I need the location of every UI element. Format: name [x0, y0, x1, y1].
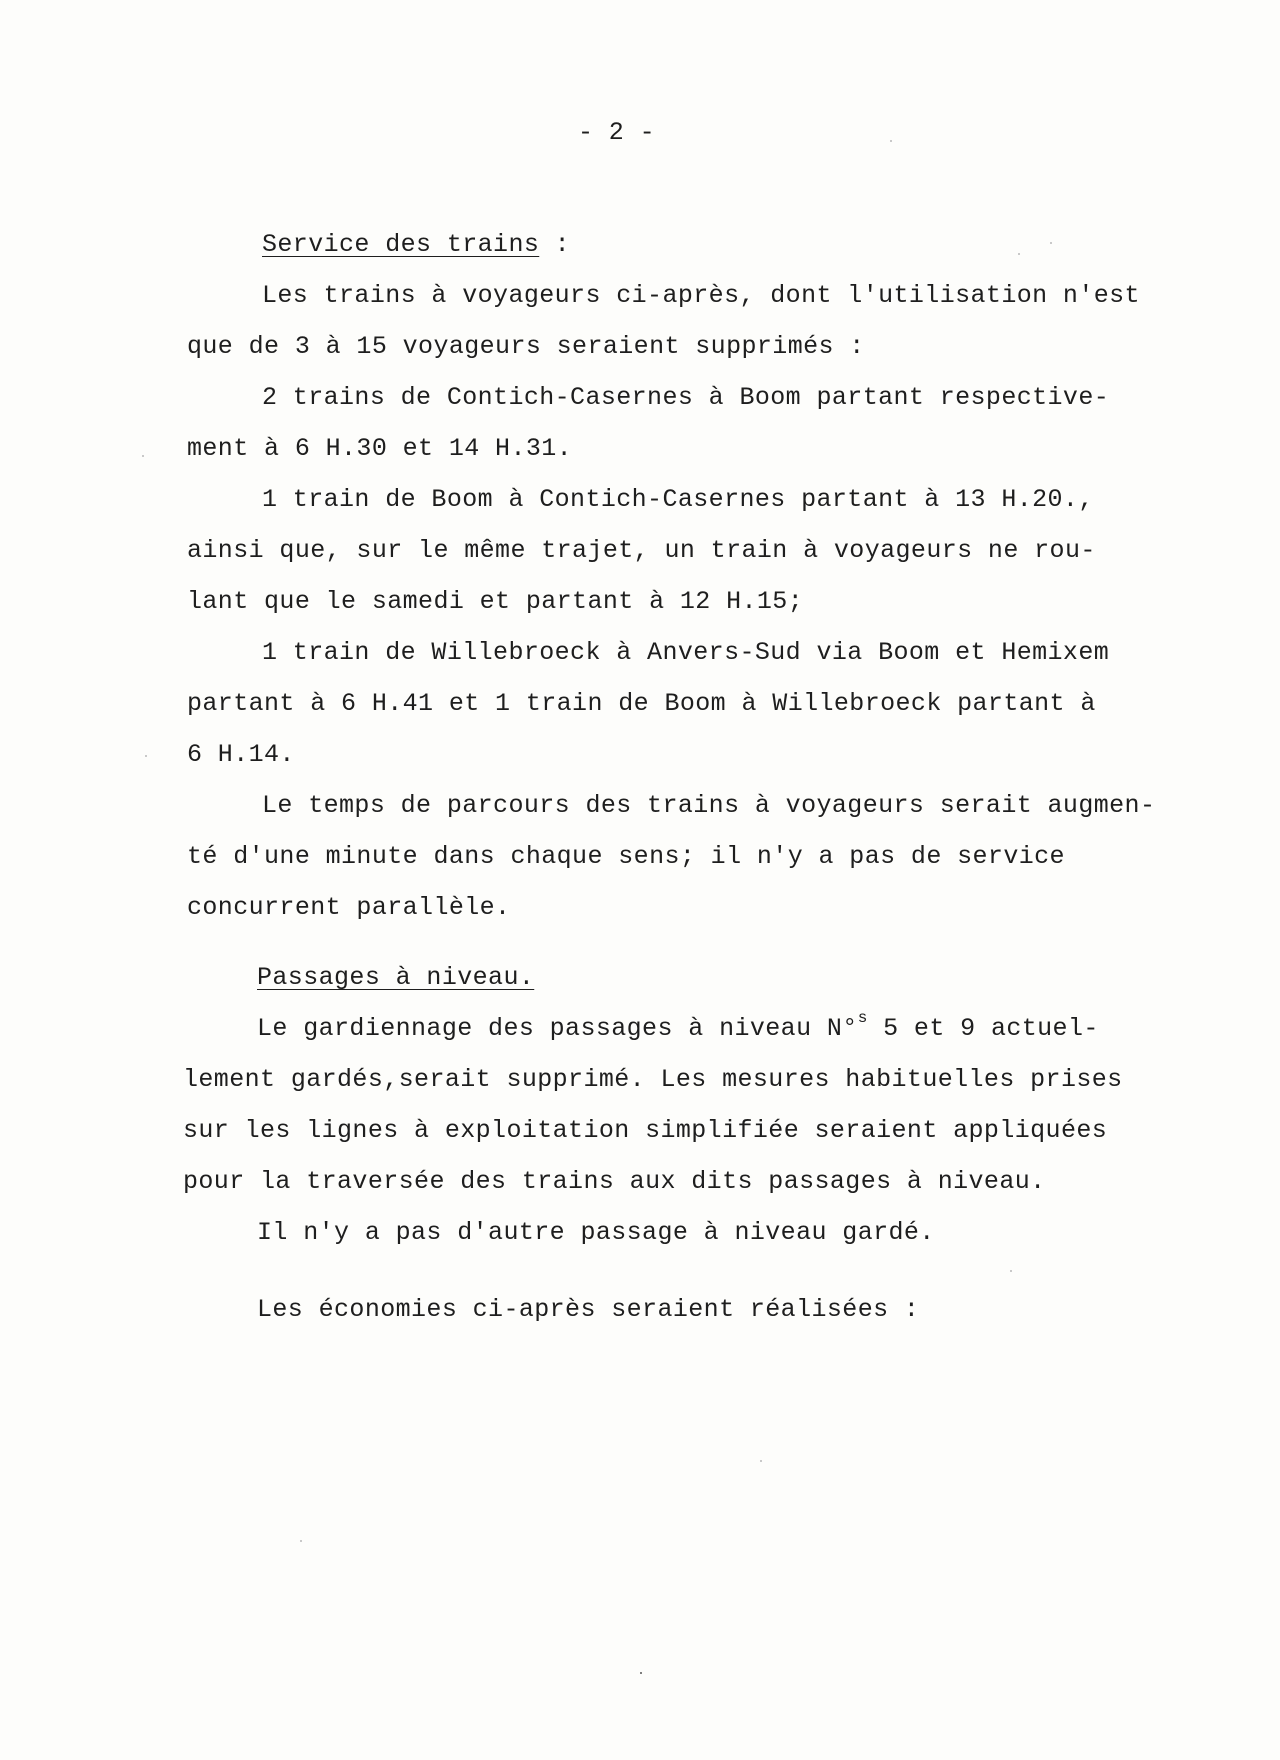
line-text: 5 et 9 actuel- [867, 1014, 1099, 1043]
paragraph-line: lant que le samedi et partant à 12 H.15; [187, 587, 804, 616]
paragraph-line: Le temps de parcours des trains à voyageurs serait augmen- [262, 791, 1156, 820]
paragraph-line: lement gardés,serait supprimé. Les mesures habituelles prises [183, 1065, 1123, 1094]
paragraph-line [257, 1008, 1099, 1044]
paragraph-line: partant à 6 H.41 et 1 train de Boom à Willebroeck partant à [187, 689, 1096, 718]
heading-text: Service des trains [262, 230, 540, 259]
paragraph-line: concurrent parallèle. [187, 893, 511, 922]
closing-line: Les économies ci-après seraient réalisées : [257, 1295, 920, 1324]
heading-suffix: : [539, 230, 571, 259]
plural-superscript: s [857, 1008, 868, 1027]
scan-speck [760, 1460, 762, 1462]
scan-speck [890, 140, 892, 142]
scan-speck [1010, 1270, 1012, 1272]
paragraph-line: que de 3 à 15 voyageurs seraient supprimés : [187, 332, 865, 361]
paragraph-line: 1 train de Willebroeck à Anvers-Sud via Boom et Hemixem [262, 638, 1110, 667]
line-text: Le gardiennage des passages à niveau N° [257, 1014, 858, 1043]
paragraph-line: Il n'y a pas d'autre passage à niveau gardé. [257, 1218, 935, 1247]
section-heading-passages: Passages à niveau. [257, 963, 535, 992]
scan-speck [300, 1540, 302, 1542]
paragraph-line: Les trains à voyageurs ci-après, dont l'utilisation n'est [262, 281, 1140, 310]
scan-speck [145, 755, 147, 757]
paragraph-line: 6 H.14. [187, 740, 295, 769]
paragraph-line: té d'une minute dans chaque sens; il n'y a pas de service [187, 842, 1065, 871]
paragraph-line: ment à 6 H.30 et 14 H.31. [187, 434, 573, 463]
paragraph-line: 1 train de Boom à Contich-Casernes partant à 13 H.20., [262, 485, 1094, 514]
scan-speck [1050, 242, 1052, 244]
page-number: - 2 - [578, 118, 656, 147]
scan-speck [640, 1672, 642, 1674]
scan-speck [1018, 253, 1020, 255]
paragraph-line: 2 trains de Contich-Casernes à Boom partant respective- [262, 383, 1110, 412]
paragraph-line: ainsi que, sur le même trajet, un train à voyageurs ne rou- [187, 536, 1096, 565]
paragraph-line: sur les lignes à exploitation simplifiée seraient appliquées [183, 1116, 1108, 1145]
section-heading-trains [262, 230, 570, 260]
paragraph-line: pour la traversée des trains aux dits passages à niveau. [183, 1167, 1046, 1196]
scan-speck [142, 455, 144, 457]
